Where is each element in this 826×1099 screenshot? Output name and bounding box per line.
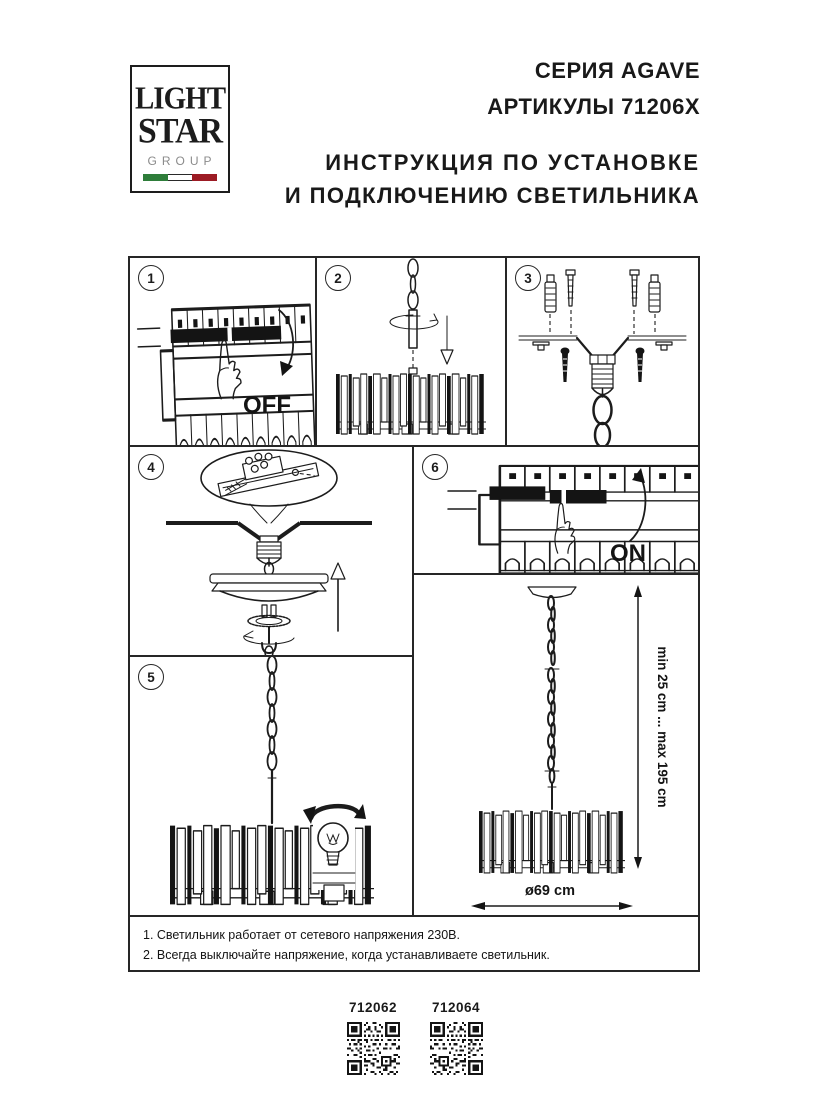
height-range-label: min 25 cm ... max 195 cm: [655, 646, 670, 808]
instruction-title-line2: И ПОДКЛЮЧЕНИЮ СВЕТИЛЬНИКА: [284, 183, 700, 208]
step-1-number: 1: [138, 265, 164, 291]
step-3-panel: [505, 256, 700, 447]
step-6-number: 6: [422, 454, 448, 480]
shade-hub: [409, 368, 417, 374]
knurled-nut: [248, 616, 290, 627]
italian-flag-stripe: [143, 174, 217, 181]
diameter-label: ø69 cm: [525, 883, 575, 899]
socket: [324, 885, 344, 901]
document-titles: [285, 58, 700, 209]
flag-green: [143, 174, 168, 181]
washer-left: [533, 342, 549, 350]
logo-word-group: GROUP: [147, 154, 217, 168]
drum-shade: [336, 374, 486, 434]
flag-white: [168, 174, 193, 181]
bold-screw-left: [561, 348, 570, 383]
qr-code-712062: [347, 1022, 400, 1075]
step-5-panel: [128, 655, 414, 917]
canopy-wiring-drawing: [130, 447, 412, 655]
instruction-title-line1: ИНСТРУКЦИЯ ПО УСТАНОВКЕ: [325, 150, 700, 175]
threaded-nipple: [257, 536, 281, 576]
on-label: ON: [610, 540, 646, 567]
screw-left: [566, 270, 575, 306]
balloon-tail: [250, 504, 288, 523]
washer-right: [656, 342, 672, 350]
chain: [268, 657, 277, 770]
circuit-breaker: [137, 305, 315, 445]
series-title: СЕРИЯ AGAVE: [534, 58, 700, 83]
note-1: 1. Светильник работает от сетевого напряжения 230В.: [143, 928, 460, 942]
wall-anchor-left: [545, 275, 556, 312]
step-3-number: 3: [515, 265, 541, 291]
articles-title: АРТИКУЛЫ 71206X: [487, 94, 700, 119]
note-2: 2. Всегда выключайте напряжение, когда устанавливаете светильник.: [143, 948, 550, 962]
diameter-dimension: [471, 883, 633, 910]
lightstar-logo: [130, 65, 230, 193]
product-712062: [340, 1000, 406, 1075]
notes-panel: [128, 915, 700, 972]
step-2-number: 2: [325, 265, 351, 291]
step-6-panel: [412, 445, 700, 575]
logo-word-star: STAR: [137, 112, 223, 151]
insert-bulb-drawing: [130, 657, 412, 915]
pointing-hand-icon: [552, 503, 575, 554]
flag-red: [192, 174, 217, 181]
chain: [545, 596, 559, 783]
chandelier-dimensions-drawing: [414, 575, 698, 915]
down-arrow: [441, 316, 453, 364]
article-code: 712062: [348, 1000, 398, 1015]
step-5-number: 5: [138, 664, 164, 690]
article-code: 712064: [431, 1000, 481, 1015]
drum-shade: [479, 811, 625, 873]
breaker-on-drawing: [414, 447, 698, 573]
step-4-number: 4: [138, 454, 164, 480]
screw-right: [630, 270, 639, 306]
wall-anchor-right: [649, 275, 660, 312]
step-2-panel: [315, 256, 507, 447]
bold-screw-right: [636, 348, 645, 383]
threaded-coupler: [590, 355, 615, 397]
off-label: OFF: [243, 392, 291, 419]
chain: [408, 259, 418, 309]
step-4-panel: [128, 445, 414, 657]
step-1-panel: [128, 256, 317, 447]
dimensions-panel: [412, 573, 700, 917]
leader-lines: [550, 310, 655, 334]
up-arrow: [331, 563, 345, 631]
bottom-hook: [262, 643, 276, 655]
product-712064: [423, 1000, 489, 1075]
canopy: [210, 574, 328, 617]
pointing-hand-icon: [214, 339, 242, 400]
steps-grid: [128, 256, 700, 972]
circuit-breaker: [448, 466, 698, 573]
screw-bulb-rotate-arrow: [303, 804, 366, 824]
chain-links: [594, 396, 612, 445]
height-dimension: [634, 585, 670, 869]
logo-word-light: LIGHT: [134, 81, 226, 117]
qr-code-712064: [430, 1022, 483, 1075]
